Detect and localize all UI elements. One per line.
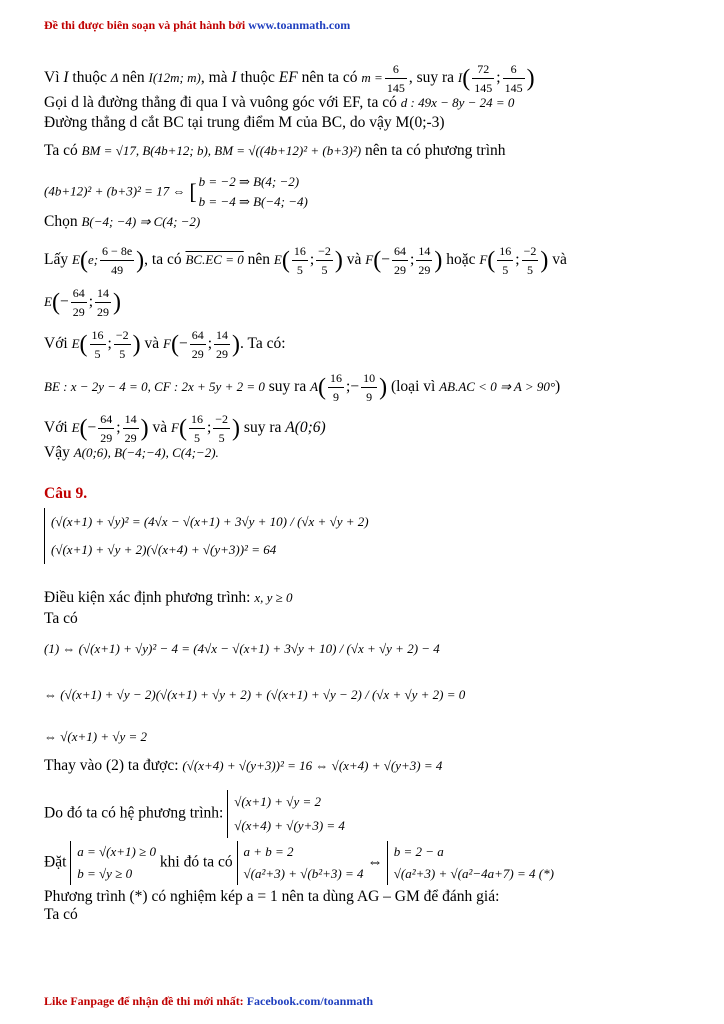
line-3: Đường thẳng d cắt BC tại trung điểm M của BC, do vậy M(0;-3) — [44, 114, 445, 131]
line-4 — [44, 142, 506, 160]
text: nên ta có phương trình — [361, 142, 506, 159]
text: thuộc — [236, 69, 279, 87]
line-19: Do đó ta có hệ phương trình: √(x+1) + √y = 2 √(x+4) + √(y+3) = 4 — [44, 790, 345, 838]
equation: B(−4; −4) ⇒ C(4; −2) — [81, 214, 201, 229]
line-6 — [44, 213, 200, 231]
line-10: BE : x − 2y − 4 = 0, CF : 2x + 5y + 2 = 0 suy ra A( $\frac{16}{9}$ ;− $\frac{10}{9}$ ) (loại vì AB.AC < 0 ⇒ A > 90°) — [44, 371, 561, 404]
equation: BC.EC = 0 — [185, 252, 244, 268]
line-15: (1) ⇔ (√(x+1) + √y)² − 4 = (4√x − √(x+1) + 3√y + 10) / (√x + √y + 2) − 4 — [44, 641, 440, 656]
line-21: Phương trình (*) có nghiệm kép a = 1 nên ta dùng AG – GM để đánh giá: — [44, 888, 500, 905]
line-12: Vậy A(0;6), B(−4;−4), C(4;−2). — [44, 444, 219, 461]
text: Vì — [44, 69, 64, 87]
fraction: $\frac{6}{145}$ — [386, 62, 405, 95]
system: √(x+1) + √y = 2 √(x+4) + √(y+3) = 4 — [227, 790, 345, 838]
fraction: $\frac{72}{145}$ — [474, 62, 493, 95]
line-9: Với E( $\frac{16}{5}$ ; $\frac{-2}{5}$ ) và F(− $\frac{64}{29}$ ; $\frac{14}{29}$ ). Ta có: — [44, 328, 286, 361]
equation: d : 49x − 8y − 24 = 0 — [400, 95, 515, 110]
line-13: Điều kiện xác định phương trình: x, y ≥ 0 — [44, 589, 293, 606]
text: Gọi d là đường thẳng đi qua I và vuông góc với EF, ta có — [44, 94, 401, 111]
line-18: Thay vào (2) ta được: (√(x+4) + √(y+3))² = 16 ⇔ √(x+4) + √(y+3) = 4 — [44, 757, 443, 774]
system: b = 2 − a √(a²+3) + √(a²−4a+7) = 4 (*) — [387, 841, 554, 885]
system-question-9 — [44, 508, 369, 564]
line-17: ⇔ √(x+1) + √y = 2 — [44, 729, 148, 744]
text: thuộc — [68, 69, 111, 87]
text: m = — [361, 70, 383, 86]
equation: (4b+12)² + (b+3)² = 17 ⇔ — [44, 183, 186, 199]
question-9-title: Câu 9. — [44, 485, 88, 502]
text: , suy ra — [408, 69, 458, 87]
line-11: Với E(− $\frac{64}{29}$ ; $\frac{14}{29}$ ) và F( $\frac{16}{5}$ ; $\frac{-2}{5}$ ) suy ra A(0;6) — [44, 412, 326, 445]
header-text: Đề thi được biên soạn và phát hành bởi — [44, 18, 249, 32]
system: (√(x+1) + √y)² = (4√x − √(x+1) + 3√y + 10) / (√x + √y + 2) (√(x+1) + √y + 2)(√(x+4) + √(y+3))² = 64 — [44, 508, 369, 564]
text: EF — [278, 69, 298, 87]
fraction: $\frac{6}{145}$ — [504, 62, 523, 95]
line-5 — [44, 172, 308, 212]
text: Chọn — [44, 213, 82, 230]
line-2 — [44, 94, 514, 112]
equation: BM = √17, B(4b+12; b), BM = √((4b+12)² + (b+3)²) — [81, 143, 362, 158]
text: I — [63, 69, 69, 87]
text: Ta có — [44, 142, 82, 159]
line-20: Đặt a = √(x+1) ≥ 0 b = √y ≥ 0 khi đó ta có a + b = 2 √(a²+3) + √(b²+3) = 4 ⇔ b = 2 − a √(a²+3) + √(a²−4a+7) = 4 (*) — [44, 841, 554, 885]
text: nên — [118, 69, 149, 87]
system: a + b = 2 √(a²+3) + √(b²+3) = 4 — [237, 841, 364, 885]
header-url[interactable]: www.toanmath.com — [248, 18, 351, 32]
text: Δ — [110, 70, 119, 86]
line-16: ⇔ (√(x+1) + √y − 2)(√(x+1) + √y + 2) + (√(x+1) + √y − 2) / (√x + √y + 2) = 0 — [44, 687, 466, 702]
text: I(12m; m) — [148, 70, 201, 86]
text: Lấy — [44, 251, 72, 269]
text: nên ta có — [297, 69, 362, 87]
line-7: Lấy E(e; $\frac{6 - 8e}{49}$ ), ta có BC.EC = 0 nên E( $\frac{16}{5}$ ; $\frac{-2}{5}$ ) và F(− $\frac{64}{29}$ ; $\frac{14}{29}$ ) hoặc F( $\frac{16}{5}$ ; $\frac{-2}{5}$ ) và — [44, 244, 567, 277]
page-footer — [44, 994, 373, 1009]
text: I — [231, 69, 237, 87]
text: , mà — [200, 69, 232, 87]
footer-text: Like Fanpage để nhận đề thi mới nhất: — [44, 994, 247, 1008]
line-14: Ta có — [44, 610, 78, 627]
line-22: Ta có — [44, 906, 78, 923]
line-8: E(− $\frac{64}{29}$ ; $\frac{14}{29}$ ) — [44, 286, 122, 319]
footer-link[interactable]: Facebook.com/toanmath — [246, 994, 374, 1008]
system: [ — [189, 179, 197, 205]
page-header — [44, 18, 350, 33]
system-cases: b = −2 ⇒ B(4; −2) b = −4 ⇒ B(−4; −4) — [198, 174, 308, 209]
system: a = √(x+1) ≥ 0 b = √y ≥ 0 — [70, 841, 156, 885]
line-1: Vì I thuộc Δ nên I(12m; m), mà I thuộc EF nên ta có m = $\frac{6}{145}$ , suy ra I( $\frac{72}{145}$ ; $\frac{6}{145}$ ) — [44, 62, 535, 95]
